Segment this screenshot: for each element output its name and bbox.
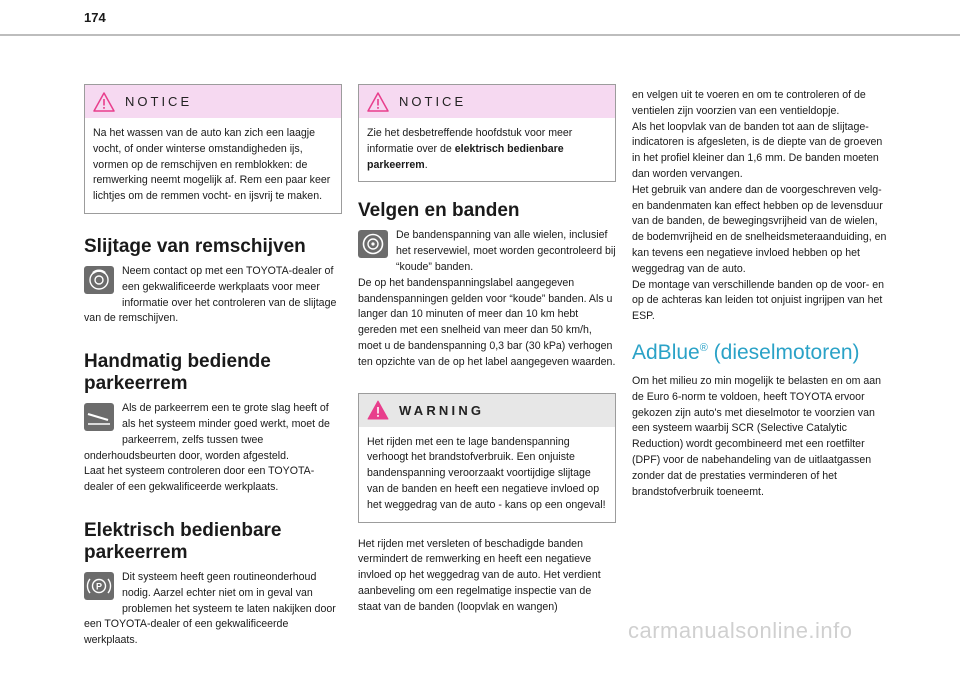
wheels-heading: Velgen en banden [358,200,520,222]
column-2 [358,84,616,628]
notice-body-prefix: Zie het desbetreffende hoofdstuk voor meer informatie over de [367,127,573,155]
adblue-heading-sup: ® [699,341,708,354]
warning-triangle-icon [367,400,389,420]
brake-wear-text: Neem contact op met een TOYOTA-dealer of een gekwalificeerde werkplaats voor meer informatie over het controleren van de slijtage van de remschijven. [84,264,337,325]
col3-text-3: Het gebruik van andere dan de voorgeschreven velg- en bandenmaten kan effect hebben op de levensduur van de banden, de bewegingsvrijheid van de wielen, de bodemvrijheid en de snelheidsmeteraanduiding, en kan tevens een negatieve invloed hebben op het weggedrag van de auto. [632,183,887,275]
svg-text:P: P [95,581,103,592]
electric-brake-heading: Elektrisch bedienbare parkeerrem [84,519,282,563]
notice-box-parking-brake [358,84,616,182]
manual-brake-text-2: Laat het systeem controleren door een TOYOTA-dealer of een gekwalificeerde werkplaats. [84,465,315,494]
warning-body: Het rijden met een te lage bandenspanning verhoogt het brandstofverbruik. Een onjuiste bandenspanning veroorzaakt voortijdige slijtage van de banden en heeft een negatieve invloed op het weggedrag van de auto - kans op een ongeval! [367,435,606,511]
notice-body-bold: elektrisch bedienbare parkeerrem [367,142,564,171]
manual-brake-text-1: Als de parkeerrem een te grote slag heeft of als het systeem minder goed werkt, moet de parkeerrem, zelfs tussen twee onderhoudsbeurten door, worden afgesteld. [84,402,330,462]
manual-brake-section [84,401,342,508]
tyre-icon [358,230,390,260]
page-number: 174 [84,10,106,25]
adblue-heading [632,337,890,364]
brake-wear-heading: Slijtage van remschijven [84,235,306,257]
col3-text-4: De montage van verschillende banden op de voor- en op de achteras kan leiden tot onjuist ingrijpen van het ESP. [632,278,885,323]
column-3 [632,88,890,512]
wheels-text-2: De op het bandenspanningslabel aangegeven bandenspanningen gelden voor “koude” banden. Als u langer dan 10 minuten of meer dan 10 km hebt gereden met een snelheid van meer dan 50 km/h, moet u de bandenspanning 0,3 bar (30 kPa) verhogen ten opzichte van de op het label aangegeven waarden. [358,276,616,368]
watermark: carmanualsonline.info [628,618,853,643]
electric-brake-text: Dit systeem heeft geen routineonderhoud nodig. Aarzel echter niet om in geval van problemen het systeem te laten nakijken door een TOYOTA-dealer of een gekwalificeerde werkplaats. [84,570,336,647]
warning-triangle-icon [367,92,389,112]
notice-header [85,85,341,118]
adblue-text: Om het milieu zo min mogelijk te belasten en om aan de Euro 6-norm te voldoen, heeft TOYOTA ervoor gekozen zijn auto's met dieselmotor te voorzien van een systeem waarbij SCR (Selective Catalytic Reduction) wordt gecombineerd met een roetfilter (DPF) voor de nabehandeling van de uitlaatgassen zonder dat de prestaties verminderen of het brandstofverbruik toeneemt. [632,374,882,498]
electric-brake-section [84,570,342,661]
notice-header [359,85,615,118]
wheels-text-1: De bandenspanning van alle wielen, inclusief het reservewiel, moet worden gecontroleerd bij “koude” banden. [396,229,616,273]
brake-wear-section [84,264,342,339]
warning-triangle-icon [93,92,115,112]
brake-disc-icon [84,266,116,296]
wheels-section [358,228,616,382]
adblue-heading-rest: (dieselmotoren) [707,340,860,364]
warning-title: WARNING [399,402,485,418]
warning-box-tyre-pressure [358,393,616,523]
top-rule [0,34,960,36]
worn-tyres-text: Het rijden met versleten of beschadigde banden vermindert de remwerking en heeft een negatieve invloed op het weggedrag van de auto. Het verdient aanbeveling om een regelmatige inspectie van de staat van de banden (loopvlak en wangen) [358,537,601,613]
notice-body [359,118,615,181]
notice-body: Na het wassen van de auto kan zich een laagje vocht, of onder winterse omstandigheden ijs, vormen op de remschijven en remblokken: de remwerking neemt mogelijk af. Rem een paar keer lichtjes om de remmen vocht- en ijsvrij te maken. [93,127,331,203]
manual-brake-heading: Handmatig bediende parkeerrem [84,351,271,395]
notice-title: NOTICE [125,94,193,109]
col3-text-2: Als het loopvlak van de banden tot aan de slijtage-indicatoren is afgesleten, is de diepte van de groeven in het profiel kleiner dan 1,6 mm. De banden moeten dan worden vervangen. [632,120,883,180]
electric-parking-brake-icon [84,572,116,602]
parking-lever-icon [84,403,116,433]
column-1 [84,84,342,673]
col3-text-1: en velgen uit te voeren en om te controleren of de ventielen zijn voorzien van een ventieldopje. [632,89,866,117]
notice-body-suffix: . [424,158,428,171]
adblue-heading-main: AdBlue [632,340,700,364]
notice-box-washing [84,84,342,214]
warning-header [359,394,615,427]
notice-title: NOTICE [399,94,467,109]
